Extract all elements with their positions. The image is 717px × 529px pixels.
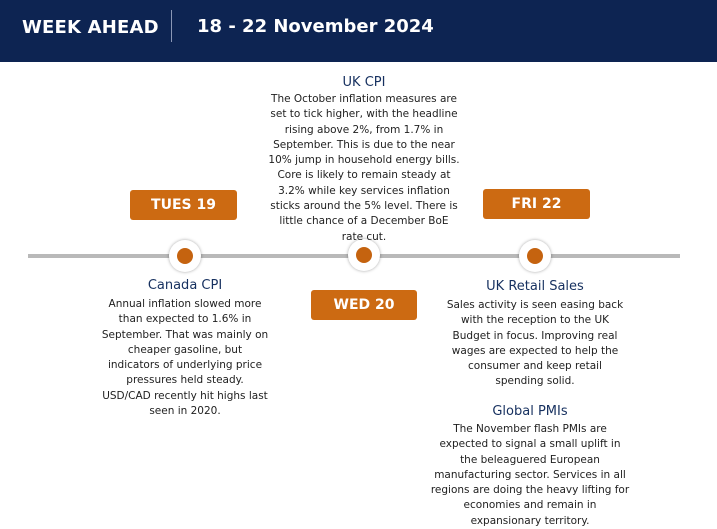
page-title: WEEK AHEAD bbox=[22, 17, 159, 38]
desc-line: September. That was mainly on bbox=[101, 328, 269, 341]
event-desc-global-pmis bbox=[415, 422, 645, 529]
date-range: 18 - 22 November 2024 bbox=[197, 16, 434, 37]
desc-line: pressures held steady. bbox=[126, 374, 244, 387]
header-bar bbox=[0, 0, 717, 62]
desc-line: sticks around the 5% level. There is bbox=[270, 200, 458, 213]
timeline-node-tues bbox=[169, 240, 201, 272]
desc-line: 3.2% while key services inflation bbox=[278, 184, 450, 197]
desc-line: 10% jump in household energy bills. bbox=[268, 154, 460, 167]
desc-line: rising above 2%, from 1.7% in bbox=[284, 123, 444, 136]
event-title-global-pmis: Global PMIs bbox=[492, 404, 568, 419]
desc-line: little chance of a December BoE bbox=[279, 215, 449, 228]
event-desc-uk-retail-sales bbox=[420, 298, 650, 390]
desc-line: wages are expected to help the bbox=[451, 344, 619, 357]
desc-line: Budget in focus. Improving real bbox=[452, 329, 618, 342]
desc-line: The November flash PMIs are bbox=[453, 423, 607, 435]
day-pill-tues: TUES 19 bbox=[130, 190, 237, 220]
desc-line: Core is likely to remain steady at bbox=[277, 169, 451, 182]
timeline-dot bbox=[356, 247, 372, 263]
desc-line: expansionary territory. bbox=[470, 514, 590, 527]
day-pill-wed: WED 20 bbox=[311, 290, 417, 320]
desc-line: with the reception to the UK bbox=[460, 314, 610, 327]
desc-line: indicators of underlying price bbox=[107, 359, 263, 372]
desc-line: regions are doing the heavy lifting for bbox=[430, 484, 630, 497]
desc-line: the beleaguered European bbox=[460, 453, 600, 466]
event-title-uk-cpi: UK CPI bbox=[342, 75, 386, 90]
event-title-uk-retail-sales: UK Retail Sales bbox=[486, 279, 584, 294]
day-pill-fri: FRI 22 bbox=[483, 189, 590, 219]
event-desc-uk-cpi bbox=[214, 92, 514, 245]
desc-line: than expected to 1.6% in bbox=[118, 313, 252, 326]
desc-line: Sales activity is seen easing back bbox=[446, 299, 624, 311]
desc-line: set to tick higher, with the headline bbox=[270, 108, 458, 121]
desc-line: seen in 2020. bbox=[149, 405, 221, 418]
timeline-dot bbox=[177, 248, 193, 264]
event-desc-canada-cpi bbox=[85, 297, 285, 419]
desc-line: manufacturing sector. Services in all bbox=[434, 468, 626, 481]
desc-line: expected to signal a small uplift in bbox=[439, 438, 621, 451]
timeline-node-fri bbox=[519, 240, 551, 272]
desc-line: Annual inflation slowed more bbox=[108, 298, 262, 310]
desc-line: The October inflation measures are bbox=[271, 93, 457, 105]
header-divider bbox=[171, 10, 172, 42]
desc-line: consumer and keep retail bbox=[468, 360, 602, 373]
desc-line: economies and remain in bbox=[463, 499, 597, 512]
desc-line: spending solid. bbox=[495, 375, 575, 388]
timeline-dot bbox=[527, 248, 543, 264]
desc-line: cheaper gasoline, but bbox=[127, 343, 243, 356]
event-title-canada-cpi: Canada CPI bbox=[147, 278, 223, 293]
desc-line: rate cut. bbox=[341, 230, 387, 243]
desc-line: USD/CAD recently hit highs last bbox=[102, 389, 268, 402]
desc-line: September. This is due to the near bbox=[273, 138, 455, 151]
